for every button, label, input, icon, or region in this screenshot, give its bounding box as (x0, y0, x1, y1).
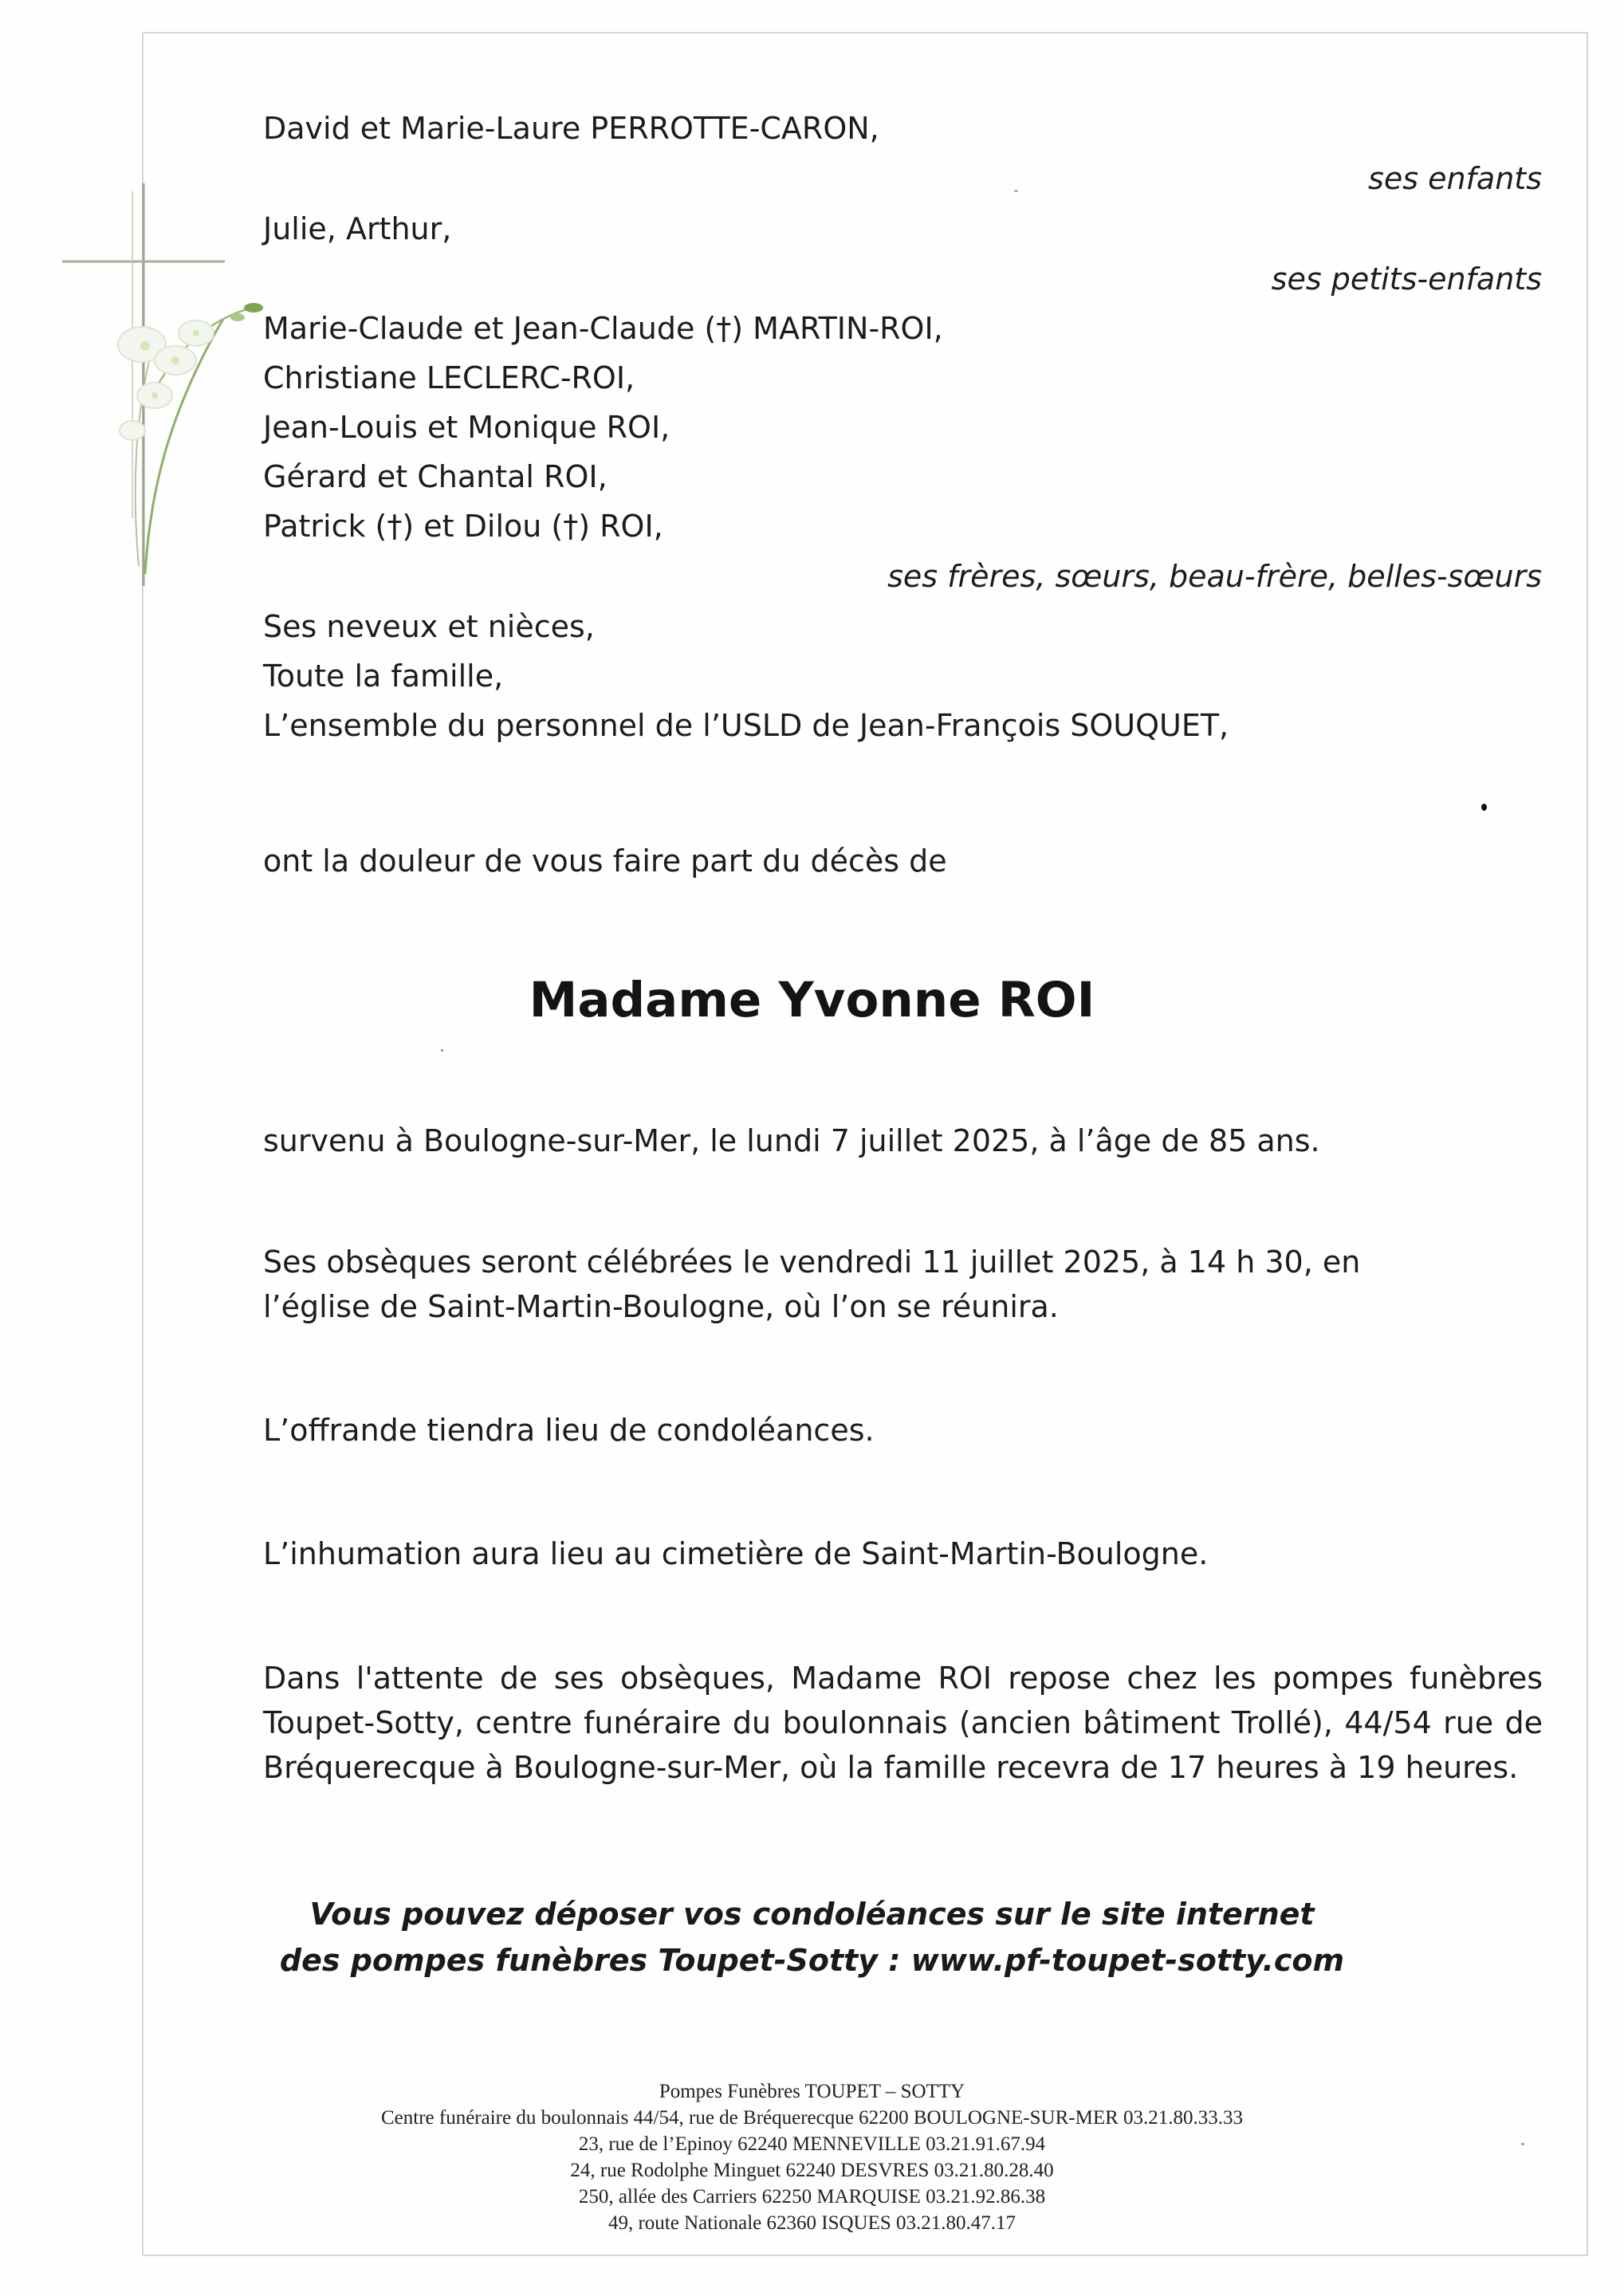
grandchildren-names: Julie, Arthur, (263, 211, 452, 246)
siblings-role: ses frères, sœurs, beau-frère, belles-sœurs (887, 559, 1542, 594)
footer-line: 23, rue de l’Epinoy 62240 MENNEVILLE 03.21.91.67.94 (578, 2133, 1046, 2155)
scan-speck (1521, 2143, 1524, 2145)
scan-speck (441, 1049, 443, 1052)
sibling-line: Gérard et Chantal ROI, (263, 459, 608, 494)
sibling-line: Jean-Louis et Monique ROI, (263, 410, 670, 445)
sibling-line: Patrick (†) et Dilou (†) ROI, (263, 509, 663, 544)
announcement-text: ont la douleur de vous faire part du décès de (263, 843, 947, 879)
condolences-notice (0, 1891, 1624, 1983)
decedent-name: Madame Yvonne ROI (529, 972, 1095, 1028)
offering-paragraph: L’offrande tiendra lieu de condoléances. (263, 1413, 875, 1448)
footer-line: 24, rue Rodolphe Minguet 62240 DESVRES 03.21.80.28.40 (570, 2160, 1054, 2181)
funeral-home-footer (0, 2078, 1624, 2236)
sibling-line: Marie-Claude et Jean-Claude (†) MARTIN-ROI, (263, 311, 943, 346)
footer-line: Pompes Funèbres TOUPET – SOTTY (659, 2081, 965, 2102)
others-line: Toute la famille, (263, 659, 504, 694)
sibling-line: Christiane LECLERC-ROI, (263, 360, 635, 395)
funeral-paragraph: Ses obsèques seront célébrées le vendredi 11 juillet 2025, à 14 h 30, en l’église de Saint-Martin-Boulogne, où l’on se réunira. (263, 1244, 1361, 1324)
repose-paragraph: Dans l'attente de ses obsèques, Madame ROI repose chez les pompes funèbres Toupet-Sotty, centre funéraire du boulonnais (ancien bâtiment Trollé), 44/54 rue de Bréquerecque à Boulogne-sur-Mer, où la famille recevra de 17 heures à 19 heures. (263, 1661, 1543, 1785)
children-role: ses enfants (1368, 161, 1542, 196)
death-paragraph: survenu à Boulogne-sur-Mer, le lundi 7 juillet 2025, à l’âge de 85 ans. (263, 1123, 1320, 1158)
footer-line: Centre funéraire du boulonnais 44/54, rue de Bréquerecque 62200 BOULOGNE-SUR-MER 03.21.80.33.33 (380, 2107, 1244, 2129)
condolences-line: Vous pouvez déposer vos condoléances sur le site internet (309, 1897, 1315, 1932)
footer-line: 250, allée des Carriers 62250 MARQUISE 03.21.92.86.38 (578, 2186, 1046, 2208)
condolences-line: des pompes funèbres Toupet-Sotty : www.pf-toupet-sotty.com (279, 1943, 1345, 1978)
cross-orchid-icon (56, 159, 263, 590)
others-line: L’ensemble du personnel de l’USLD de Jean-François SOUQUET, (263, 708, 1229, 743)
scan-speck (1481, 804, 1487, 811)
children-names: David et Marie-Laure PERROTTE-CARON, (263, 111, 879, 146)
footer-line: 49, route Nationale 62360 ISQUES 03.21.80.47.17 (608, 2212, 1016, 2234)
grandchildren-role: ses petits-enfants (1271, 261, 1542, 297)
burial-paragraph: L’inhumation aura lieu au cimetière de Saint-Martin-Boulogne. (263, 1536, 1209, 1571)
scan-speck (1014, 190, 1018, 192)
others-line: Ses neveux et nièces, (263, 609, 595, 644)
